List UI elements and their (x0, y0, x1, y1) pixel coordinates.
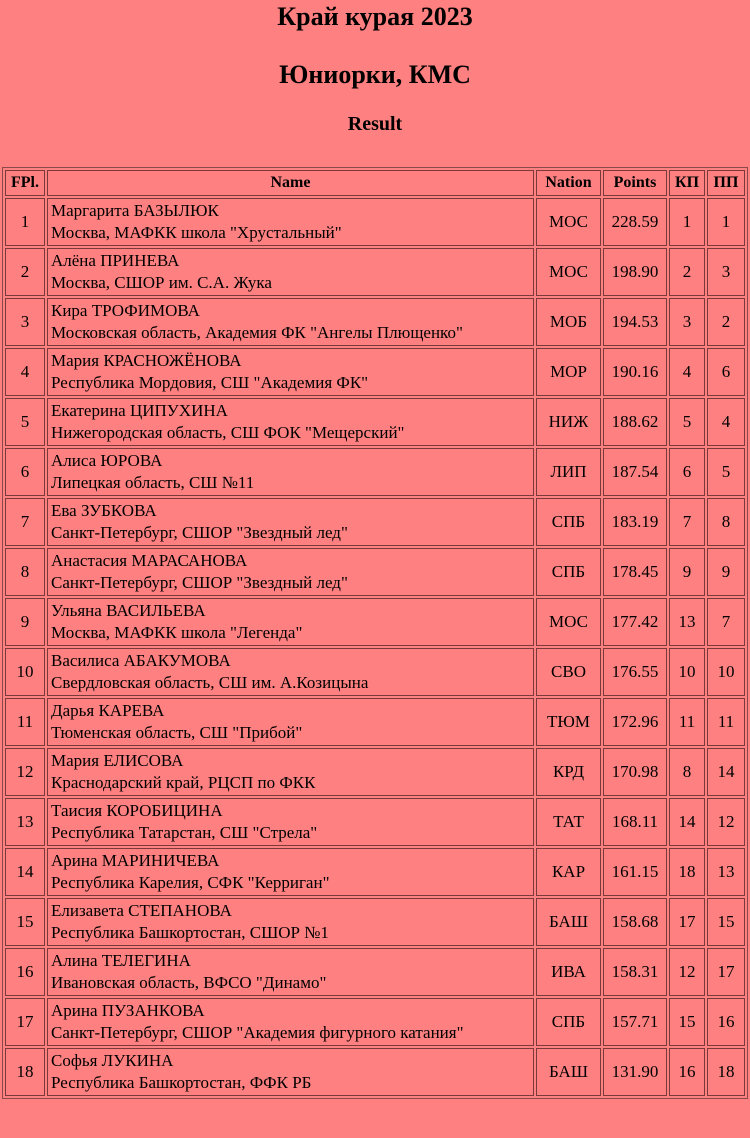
nation-cell: СПБ (536, 998, 601, 1046)
kp-place-cell: 11 (669, 698, 705, 746)
skater-club: Республика Карелия, СФК "Керриган" (51, 873, 330, 892)
table-row (5, 348, 745, 396)
results-table (2, 167, 748, 1099)
table-row (5, 798, 745, 846)
points-cell: 176.55 (603, 648, 667, 696)
place-cell: 7 (5, 498, 45, 546)
kp-place-cell: 15 (669, 998, 705, 1046)
skater-name: Алёна ПРИНЕВА (51, 251, 180, 270)
skater-name: Кира ТРОФИМОВА (51, 301, 200, 320)
pp-place-cell: 7 (707, 598, 745, 646)
kp-place-cell: 8 (669, 748, 705, 796)
nation-cell: КРД (536, 748, 601, 796)
skater-cell (47, 298, 534, 346)
points-cell: 190.16 (603, 348, 667, 396)
points-cell: 178.45 (603, 548, 667, 596)
skater-name: Арина МАРИНИЧЕВА (51, 851, 220, 870)
column-header-pp: ПП (707, 170, 745, 196)
place-cell: 12 (5, 748, 45, 796)
nation-cell: КАР (536, 848, 601, 896)
points-cell: 188.62 (603, 398, 667, 446)
nation-cell: СПБ (536, 548, 601, 596)
kp-place-cell: 3 (669, 298, 705, 346)
kp-place-cell: 10 (669, 648, 705, 696)
skater-cell (47, 548, 534, 596)
nation-cell: МОС (536, 598, 601, 646)
table-row (5, 698, 745, 746)
skater-club: Свердловская область, СШ им. А.Козицына (51, 673, 369, 692)
points-cell: 194.53 (603, 298, 667, 346)
nation-cell: СПБ (536, 498, 601, 546)
kp-place-cell: 9 (669, 548, 705, 596)
pp-place-cell: 1 (707, 198, 745, 246)
place-cell: 17 (5, 998, 45, 1046)
skater-cell (47, 198, 534, 246)
points-cell: 170.98 (603, 748, 667, 796)
place-cell: 10 (5, 648, 45, 696)
skater-cell (47, 348, 534, 396)
points-cell: 198.90 (603, 248, 667, 296)
place-cell: 4 (5, 348, 45, 396)
place-cell: 16 (5, 948, 45, 996)
skater-club: Республика Башкортостан, СШОР №1 (51, 923, 329, 942)
pp-place-cell: 2 (707, 298, 745, 346)
place-cell: 11 (5, 698, 45, 746)
pp-place-cell: 6 (707, 348, 745, 396)
table-row (5, 748, 745, 796)
pp-place-cell: 10 (707, 648, 745, 696)
place-cell: 5 (5, 398, 45, 446)
skater-cell (47, 398, 534, 446)
skater-name: Елизавета СТЕПАНОВА (51, 901, 232, 920)
skater-cell (47, 748, 534, 796)
points-cell: 158.68 (603, 898, 667, 946)
skater-cell (47, 598, 534, 646)
kp-place-cell: 2 (669, 248, 705, 296)
table-row (5, 198, 745, 246)
nation-cell: ИВА (536, 948, 601, 996)
skater-club: Нижегородская область, СШ ФОК "Мещерский" (51, 423, 405, 442)
kp-place-cell: 1 (669, 198, 705, 246)
points-cell: 172.96 (603, 698, 667, 746)
place-cell: 9 (5, 598, 45, 646)
skater-club: Москва, МАФКК школа "Хрустальный" (51, 223, 342, 242)
place-cell: 3 (5, 298, 45, 346)
nation-cell: ЛИП (536, 448, 601, 496)
nation-cell: ТАТ (536, 798, 601, 846)
place-cell: 1 (5, 198, 45, 246)
pp-place-cell: 5 (707, 448, 745, 496)
nation-cell: СВО (536, 648, 601, 696)
skater-name: Екатерина ЦИПУХИНА (51, 401, 228, 420)
kp-place-cell: 18 (669, 848, 705, 896)
place-cell: 18 (5, 1048, 45, 1096)
table-row (5, 848, 745, 896)
nation-cell: БАШ (536, 1048, 601, 1096)
skater-club: Краснодарский край, РЦСП по ФКК (51, 773, 316, 792)
place-cell: 2 (5, 248, 45, 296)
skater-cell (47, 898, 534, 946)
table-row (5, 898, 745, 946)
pp-place-cell: 8 (707, 498, 745, 546)
kp-place-cell: 5 (669, 398, 705, 446)
skater-name: Таисия КОРОБИЦИНА (51, 801, 223, 820)
skater-club: Липецкая область, СШ №11 (51, 473, 255, 492)
column-header-name: Name (47, 170, 534, 196)
place-cell: 14 (5, 848, 45, 896)
skater-club: Республика Башкортостан, ФФК РБ (51, 1073, 312, 1092)
skater-name: Маргарита БАЗЫЛЮК (51, 201, 219, 220)
skater-name: Софья ЛУКИНА (51, 1051, 174, 1070)
kp-place-cell: 14 (669, 798, 705, 846)
skater-cell (47, 1048, 534, 1096)
pp-place-cell: 16 (707, 998, 745, 1046)
points-cell: 158.31 (603, 948, 667, 996)
points-cell: 187.54 (603, 448, 667, 496)
table-row (5, 248, 745, 296)
nation-cell: ТЮМ (536, 698, 601, 746)
skater-club: Санкт-Петербург, СШОР "Звездный лед" (51, 523, 348, 542)
table-row (5, 598, 745, 646)
skater-club: Республика Мордовия, СШ "Академия ФК" (51, 373, 369, 392)
kp-place-cell: 16 (669, 1048, 705, 1096)
kp-place-cell: 12 (669, 948, 705, 996)
pp-place-cell: 12 (707, 798, 745, 846)
table-row (5, 548, 745, 596)
skater-name: Алиса ЮРОВА (51, 451, 163, 470)
pp-place-cell: 9 (707, 548, 745, 596)
points-cell: 131.90 (603, 1048, 667, 1096)
table-row (5, 1048, 745, 1096)
column-header-kp: КП (669, 170, 705, 196)
kp-place-cell: 13 (669, 598, 705, 646)
skater-name: Ульяна ВАСИЛЬЕВА (51, 601, 206, 620)
nation-cell: НИЖ (536, 398, 601, 446)
nation-cell: МОР (536, 348, 601, 396)
kp-place-cell: 6 (669, 448, 705, 496)
table-row (5, 498, 745, 546)
points-cell: 228.59 (603, 198, 667, 246)
table-row (5, 448, 745, 496)
page-title: Край курая 2023 (277, 2, 473, 31)
points-cell: 177.42 (603, 598, 667, 646)
skater-name: Анастасия МАРАСАНОВА (51, 551, 248, 570)
skater-cell (47, 648, 534, 696)
pp-place-cell: 13 (707, 848, 745, 896)
kp-place-cell: 7 (669, 498, 705, 546)
skater-name: Василиса АБАКУМОВА (51, 651, 231, 670)
points-cell: 183.19 (603, 498, 667, 546)
table-row (5, 398, 745, 446)
table-row (5, 298, 745, 346)
pp-place-cell: 3 (707, 248, 745, 296)
skater-name: Арина ПУЗАНКОВА (51, 1001, 205, 1020)
skater-club: Москва, МАФКК школа "Легенда" (51, 623, 303, 642)
skater-club: Санкт-Петербург, СШОР "Звездный лед" (51, 573, 348, 592)
pp-place-cell: 17 (707, 948, 745, 996)
skater-name: Ева ЗУБКОВА (51, 501, 157, 520)
kp-place-cell: 17 (669, 898, 705, 946)
place-cell: 13 (5, 798, 45, 846)
nation-cell: МОБ (536, 298, 601, 346)
column-header-fpl: FPl. (5, 170, 45, 196)
skater-name: Мария ЕЛИСОВА (51, 751, 184, 770)
skater-cell (47, 848, 534, 896)
skater-club: Ивановская область, ВФСО "Динамо" (51, 973, 327, 992)
pp-place-cell: 4 (707, 398, 745, 446)
skater-cell (47, 998, 534, 1046)
section-heading: Result (347, 113, 403, 135)
table-row (5, 948, 745, 996)
points-cell: 168.11 (603, 798, 667, 846)
pp-place-cell: 18 (707, 1048, 745, 1096)
skater-cell (47, 498, 534, 546)
skater-cell (47, 248, 534, 296)
skater-club: Республика Татарстан, СШ "Стрела" (51, 823, 318, 842)
skater-name: Мария КРАСНОЖЁНОВА (51, 351, 242, 370)
nation-cell: МОС (536, 248, 601, 296)
place-cell: 8 (5, 548, 45, 596)
skater-club: Санкт-Петербург, СШОР "Академия фигурного катания" (51, 1023, 464, 1042)
kp-place-cell: 4 (669, 348, 705, 396)
pp-place-cell: 11 (707, 698, 745, 746)
points-cell: 157.71 (603, 998, 667, 1046)
nation-cell: БАШ (536, 898, 601, 946)
table-header-row (5, 170, 745, 196)
pp-place-cell: 15 (707, 898, 745, 946)
skater-name: Дарья КАРЕВА (51, 701, 165, 720)
skater-cell (47, 698, 534, 746)
pp-place-cell: 14 (707, 748, 745, 796)
table-row (5, 648, 745, 696)
points-cell: 161.15 (603, 848, 667, 896)
skater-cell (47, 448, 534, 496)
skater-name: Алина ТЕЛЕГИНА (51, 951, 191, 970)
skater-club: Московская область, Академия ФК "Ангелы Плющенко" (51, 323, 463, 342)
category-title: Юниорки, КМС (279, 60, 471, 89)
skater-club: Москва, СШОР им. С.А. Жука (51, 273, 272, 292)
table-row (5, 998, 745, 1046)
skater-club: Тюменская область, СШ "Прибой" (51, 723, 303, 742)
place-cell: 6 (5, 448, 45, 496)
skater-cell (47, 798, 534, 846)
place-cell: 15 (5, 898, 45, 946)
skater-cell (47, 948, 534, 996)
column-header-nation: Nation (536, 170, 601, 196)
column-header-points: Points (603, 170, 667, 196)
nation-cell: МОС (536, 198, 601, 246)
